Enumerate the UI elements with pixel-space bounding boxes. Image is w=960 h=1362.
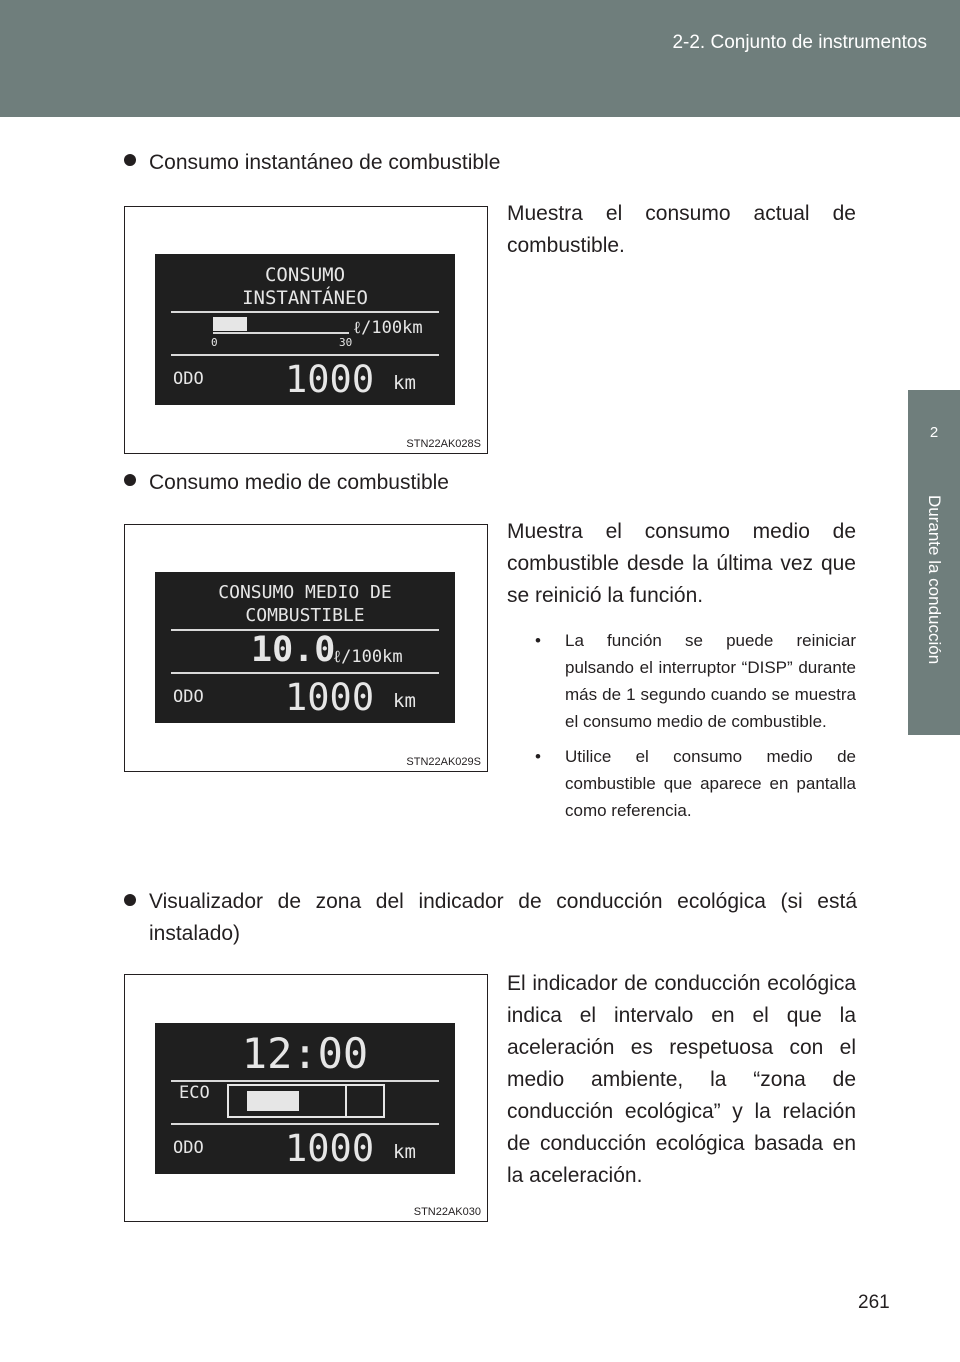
notes-list: [529, 627, 856, 832]
item-title-instant: Consumo instantáneo de combustible: [149, 151, 501, 174]
lcd-line1: CONSUMO MEDIO DE: [218, 582, 392, 603]
lcd-divider: [171, 311, 439, 313]
lcd-screen: [155, 254, 455, 405]
chapter-label-tab: [908, 485, 960, 735]
item-desc-instant: Muestra el consumo actual de combustible.: [507, 202, 856, 257]
lcd-divider: [171, 672, 439, 674]
odo-label: ODO: [173, 1138, 204, 1158]
page-header: [0, 0, 960, 117]
odo-label: ODO: [173, 687, 204, 707]
eco-gauge-fill: [247, 1091, 299, 1111]
lcd-divider: [171, 1080, 439, 1082]
lcd-divider: [171, 1123, 439, 1125]
unit-label: ℓ/100km: [333, 647, 403, 667]
eco-zone-gauge: [227, 1084, 385, 1118]
odo-value: 1000: [285, 358, 375, 401]
average-value: 10.0: [251, 630, 336, 670]
chapter-number: 2: [929, 424, 939, 441]
bullet-marker: [124, 890, 150, 914]
odo-value: 1000: [285, 1127, 375, 1170]
figure-average-consumption: [124, 524, 488, 772]
note-item: • La función se puede reiniciar pulsando el interruptor “DISP” durante más de 1 segundo cuando se muestra el consumo medio de combustible.: [529, 627, 856, 735]
section-title: 2-2. Conjunto de instrumentos: [672, 32, 927, 53]
figure-eco-zone: [124, 974, 488, 1222]
lcd-screen: [155, 1023, 455, 1174]
item-title-average: Consumo medio de combustible: [149, 471, 449, 494]
lcd-divider: [171, 354, 439, 356]
eco-label: ECO: [179, 1083, 210, 1103]
odo-label: ODO: [173, 369, 204, 389]
lcd-screen: [155, 572, 455, 723]
lcd-line1: CONSUMO: [264, 264, 346, 286]
chapter-label: Durante la conducción: [925, 495, 944, 665]
figure-code: STN22AK029S: [406, 756, 481, 768]
item-title-eco: Visualizador de zona del indicador de conducción ecológica (si está instalado): [149, 890, 857, 945]
bar-scale: [213, 332, 349, 334]
note-item: • Utilice el consumo medio de combustible que aparece en pantalla como referencia.: [529, 743, 856, 824]
unit-label: ℓ/100km: [353, 318, 423, 338]
scale-max: 30: [339, 336, 353, 349]
figure-code: STN22AK030: [413, 1206, 481, 1218]
lcd-line2: INSTANTÁNEO: [242, 287, 368, 309]
page-number: 261: [858, 1292, 890, 1313]
odo-unit: km: [393, 372, 416, 394]
item-desc-average: Muestra el consumo medio de combustible desde la última vez que se reinició la función.: [507, 520, 856, 607]
odo-unit: km: [393, 1141, 416, 1163]
consumption-bar: [213, 317, 247, 331]
bullet-marker: [124, 470, 150, 494]
odo-unit: km: [393, 690, 416, 712]
clock-display: 12:00: [241, 1029, 369, 1078]
scale-min: 0: [211, 336, 218, 349]
figure-instant-consumption: [124, 206, 488, 454]
chapter-number-tab: [908, 390, 960, 485]
item-desc-eco: El indicador de conducción ecológica indica el intervalo en el que la aceleración es respetuosa con el medio ambiente, la “zona de conducción ecológica” y la relación de conducción ecológica basada en la aceleración.: [507, 972, 856, 1187]
figure-code: STN22AK028S: [406, 438, 481, 450]
eco-zone-marker: [345, 1086, 347, 1116]
lcd-line2: COMBUSTIBLE: [245, 605, 365, 626]
bullet-marker: [124, 150, 150, 174]
odo-value: 1000: [285, 676, 375, 719]
